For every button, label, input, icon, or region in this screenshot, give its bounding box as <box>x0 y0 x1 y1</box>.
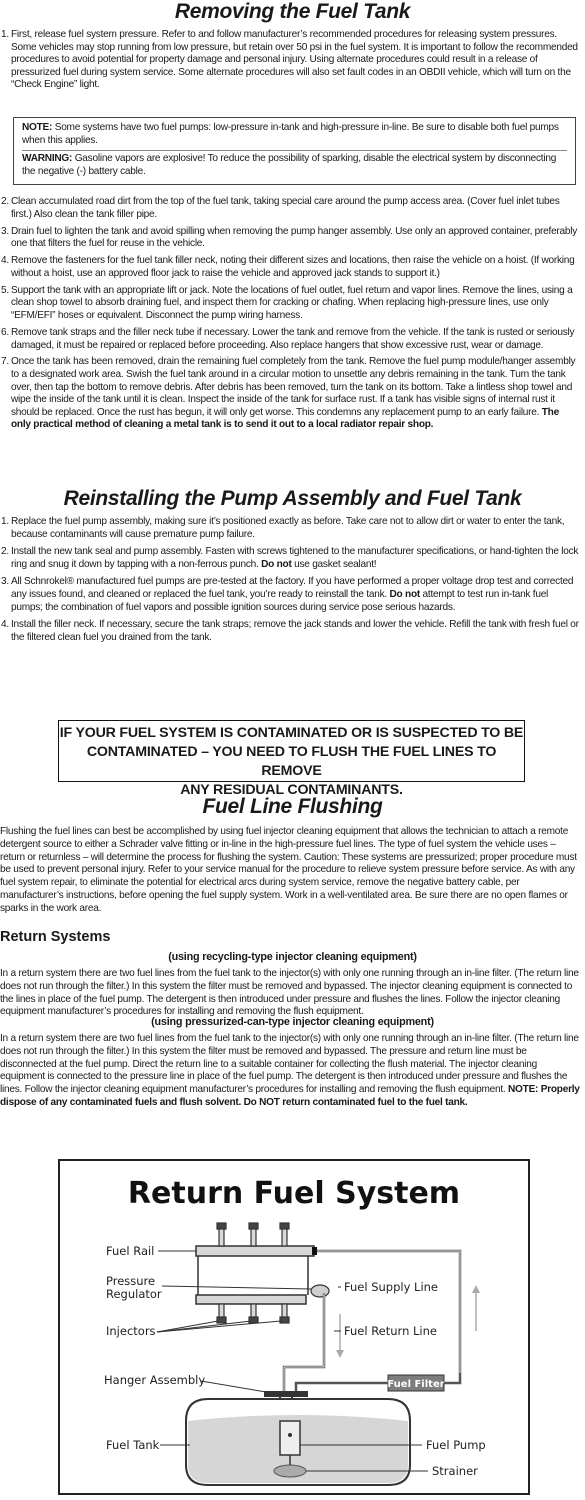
section-title-reinstalling: Reinstalling the Pump Assembly and Fuel Tank <box>63 487 522 510</box>
label-fuel-tank: Fuel Tank <box>106 1438 160 1452</box>
label-strainer: Strainer <box>432 1464 478 1478</box>
step-number: 5. <box>1 284 9 296</box>
banner-line: ANY RESIDUAL CONTAMINANTS. <box>180 782 403 798</box>
step-number: 3. <box>1 225 9 237</box>
warning-text: Gasoline vapors are explosive! To reduce the possibility of sparking, disable the electrical system by disconnecting the negative (-) battery cable. <box>22 153 557 177</box>
step-text: Install the filler neck. If necessary, secure the tank straps; remove the jack stands and lower the vehicle. Refill the tank with fresh fuel or the filtered clean fuel you drained from the tank. <box>11 619 579 643</box>
pressure-regulator <box>311 1285 329 1297</box>
list-item <box>0 546 580 571</box>
banner-line: IF YOUR FUEL SYSTEM IS CONTAMINATED OR IS SUSPECTED TO BE <box>59 725 524 741</box>
list-item <box>0 29 580 92</box>
list-item <box>0 196 580 221</box>
label-fuel-pump: Fuel Pump <box>426 1438 486 1452</box>
label-hanger-assembly: Hanger Assembly <box>104 1373 206 1387</box>
step-text: Replace the fuel pump assembly, making sure it’s positioned exactly as before. Take care not to allow dirt or water to enter the tank, because contaminants will cause premature pump failure. <box>11 516 565 540</box>
step-text: Support the tank with an appropriate lift or jack. Note the locations of fuel outlet, fuel return and vapor lines. Remove the lines, using a clean shop towel to absorb draining fuel, and inspect them for cracking or chafing. When replacing high-pressure lines, use only “EFM/EFI” hoses or equivalent. Disconnect the pump wiring harness. <box>11 284 573 321</box>
label-injectors: Injectors <box>106 1324 156 1338</box>
step-text: Remove tank straps and the filler neck tube if necessary. Lower the tank and remove from the vehicle. If the tank is rusted or seriously damaged, it must be repaired or replaced before proceeding. Also replace hangers that show excessive rust, wear or damage. <box>11 326 575 351</box>
step-number: 2. <box>1 196 9 207</box>
list-item <box>0 255 580 280</box>
strainer <box>274 1465 306 1477</box>
list-item <box>0 356 580 432</box>
label-fuel-return-line: Fuel Return Line <box>344 1324 437 1338</box>
note-warning-box <box>13 117 576 185</box>
note-text: Some systems have two fuel pumps: low-pressure in-tank and high-pressure in-line. Be sure to disable both fuel pumps when this applies. <box>22 122 559 146</box>
list-item <box>0 516 580 541</box>
banner-line: CONTAMINATED – YOU NEED TO FLUSH THE FUEL LINES TO REMOVE <box>86 744 497 779</box>
rail-fitting <box>312 1247 317 1255</box>
step-text-after: attempt to test run in-tank fuel pumps; the combination of fuel vapors and possible ignition sources during service pose serious hazards. <box>11 588 549 613</box>
step-number: 2. <box>1 546 9 558</box>
reinstalling-steps-list <box>0 516 580 649</box>
flushing-intro-paragraph: Flushing the fuel lines can best be accomplished by using fuel injector cleaning equipment that allows the technician to attach a remote detergent source to either a Schrader valve fitting or in-line in the high-pressure fuel lines. The type of fuel system the vehicle uses – return or returnless – will determine the process for flushing the system. Caution: These systems are pressurized; proper procedure must be used to prevent personal injury. Refer to your service manual for the procedure to relieve system pressure before service. As with any fuel system repair, to eliminate the potential for electrical arcs during system service, remove the negative battery cable, per manufacturer’s instructions, before opening the fuel supply system. Work in a well-ventilated area. Be sure there are no open flames or sparks in the work area. <box>0 826 577 914</box>
step-text: Drain fuel to lighten the tank and avoid spilling when removing the pump hanger assembly. Use only an approved container, preferably one that filters the fuel for reuse in the vehicle. <box>11 225 578 250</box>
label-regulator: Regulator <box>106 1287 162 1301</box>
fuel-filter-label: Fuel Filter <box>387 1379 445 1390</box>
step-text: Remove the fasteners for the fuel tank filler neck, noting their different sizes and locations, then raise the vehicle on a hoist. (If working without a hoist, use an approved floor jack to raise the vehicle and approved jack stands to support it.) <box>11 255 575 279</box>
label-fuel-supply-line: Fuel Supply Line <box>344 1280 439 1294</box>
return-fuel-system-diagram <box>58 1159 530 1495</box>
pressurized-can-paragraph <box>0 1033 582 1110</box>
section-flushing-title-wrap <box>0 795 585 819</box>
label-fuel-rail: Fuel Rail <box>106 1244 155 1258</box>
label-pressure: Pressure <box>106 1274 156 1288</box>
step-bold-text: Do not <box>389 588 420 600</box>
fuel-rail <box>196 1246 314 1256</box>
section-title-removing: Removing the Fuel Tank <box>174 0 411 23</box>
note-label: NOTE: <box>22 122 53 133</box>
step-number: 4. <box>1 255 9 267</box>
list-item <box>0 327 580 352</box>
list-item <box>0 576 580 614</box>
step-text: Once the tank has been removed, drain the remaining fuel completely from the tank. Remove the fuel pump module/hanger assembly to a designated work area. Swish the fuel tank around in a circular motion to unsettle any debris remaining in the tank. Turn the tank over, then tap the bottom to remove debris. After debris has been removed, turn the tank on its bottom. Take a lintless shop towel and wipe the inside of the tank until it is clean. Inspect the inside of the tank for surface rust. If a tank has visible signs of internal rust it should be replaced. Once the rust has begun, it will only get worse. This condemns any replacement pump to an early failure. <box>11 356 576 418</box>
paragraph-text: In a return system there are two fuel lines from the fuel tank to the injector(s) with only one running through an in-line filter. (The return line does not run through the filter.) In this system the filter must be removed and bypassed. The pressure and return line must be disconnected at the fuel pump. Direct the return line to a suitable container for collecting the flush material. The injector cleaning equipment is connected to the pressure line in place of the fuel pump. The detergent is then introduced under pressure and flushes the lines. Follow the injector cleaning equipment manufacturer’s procedures for installing and removing the flush equipment. <box>0 1033 579 1096</box>
step-number: 1. <box>1 29 9 40</box>
return-systems-heading: Return Systems <box>0 929 111 945</box>
step-bold-text: Do not <box>261 558 292 570</box>
fuel-pump <box>280 1421 300 1455</box>
recycling-paragraph: In a return system there are two fuel lines from the fuel tank to the injector(s) with only one running through an in-line filter. (The return line does not run through the filter.) In this system the filter must be removed and bypassed. The injector cleaning equipment is connected to the lines in place of the fuel pump. The detergent is then introduced under pressure and flushes the lines. Follow the injector cleaning equipment manufacturer’s procedures for installing and removing the flush equipment. <box>0 968 579 1018</box>
step-number: 1. <box>1 516 9 527</box>
paragraph-bold-note: NOTE: Properly dispose of any contaminated fuels and flush solvent. Do NOT return contaminated fuel to the fuel tank. <box>0 1084 580 1108</box>
lower-fuel-rail <box>196 1295 306 1304</box>
diagram-title: Return Fuel System <box>127 1176 461 1211</box>
list-item <box>0 619 580 644</box>
section-removing-title-wrap <box>0 0 585 24</box>
section-title-flushing: Fuel Line Flushing <box>202 795 383 818</box>
section-reinstalling-title-wrap <box>0 487 585 511</box>
step-number: 6. <box>1 326 9 338</box>
contamination-warning-banner <box>58 720 525 798</box>
step-text: All Schnrokel® manufactured fuel pumps are pre-tested at the factory. If you have performed a proper voltage drop test and corrected any issues found, and cleaned or replaced the fuel tank, you’re ready to reinstall the tank. <box>11 576 574 600</box>
warning-paragraph <box>22 153 567 178</box>
list-item <box>0 226 580 251</box>
subheading-recycling: (using recycling-type injector cleaning equipment) <box>168 951 417 963</box>
step-number: 7. <box>1 356 9 368</box>
step-number: 4. <box>1 619 9 631</box>
warning-label: WARNING: <box>22 153 73 165</box>
step-text: Install the new tank seal and pump assembly. Fasten with screws tightened to the manufacturer specifications, or hand-tighten the lock ring and snug it down by tapping with a non-ferrous punch. <box>11 546 579 570</box>
step-text: First, release fuel system pressure. Refer to and follow manufacturer’s recommended procedures for releasing system pressures. Some vehicles may stop running from low pressure, but retain over 50 psi in the fuel system. It is important to follow the recommended procedures to avoid potential for property damage and personal injury. Using alternate procedures could result in a release of pressurized fuel during system service. Some alternate procedures will also set fault codes in an OBDII vehicle, which will turn on the “Check Engine” light. <box>11 29 578 91</box>
subheading-pressurized-can: (using pressurized-can-type injector cleaning equipment) <box>151 1016 434 1028</box>
step-bold-text: The only practical method of cleaning a metal tank is to send it out to a local radiator repair shop. <box>11 406 559 431</box>
step-text: Clean accumulated road dirt from the top of the fuel tank, taking special care around the pump access area. (Cover fuel inlet tubes first.) Also clean the tank filler pipe. <box>11 196 560 220</box>
step-text-after: use gasket sealant! <box>291 558 377 570</box>
note-paragraph <box>22 122 567 147</box>
removing-steps-list <box>0 29 580 92</box>
divider <box>22 150 567 151</box>
step-number: 3. <box>1 576 9 588</box>
removing-steps-list-continued <box>0 196 580 436</box>
hanger-plate <box>264 1391 308 1397</box>
list-item <box>0 285 580 323</box>
